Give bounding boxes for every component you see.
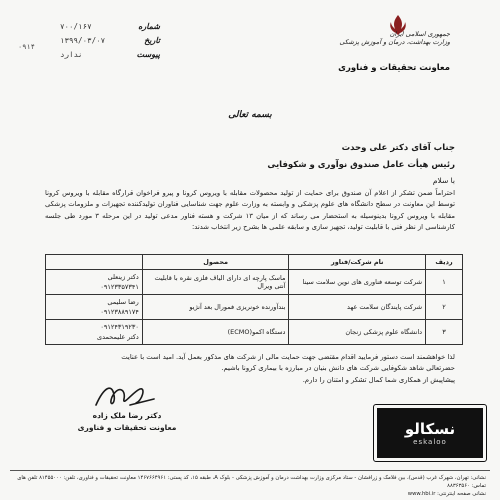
- letter-meta: [60, 20, 160, 62]
- product-name: ماسک پارچه ای دارای الیاف فلزی نقره با قابلیت آنتی ویرال: [142, 270, 289, 295]
- footer-line: نشانی: تهران، شهرک غرب (قدس)، بین فلامک و زرافشان - ستاد مرکزی وزارت بهداشت درمان و آموزش پزشکی - بلوک A، طبقه ۱۵، کد پستی: ۱۴۶۷۶۶۴۹۶۱ معاونت تحقیقات و فناوری، تلفن: ۸۱۴۵۵۰۰۰ تلفن های تماس: ۸۸۳۶۳۵۶۰: [17, 475, 486, 489]
- col-product: محصول: [142, 255, 289, 270]
- recipient: [95, 140, 455, 174]
- signer-title: معاونت تحقیقات و فناوری: [77, 423, 177, 432]
- date-value: ۱۳۹۹/۰۳/۰۷: [60, 36, 106, 45]
- recipient-title: رئیس هیأت عامل صندوق نوآوری و شکوفایی: [267, 160, 455, 170]
- brand-sub-text: eskaloo: [413, 438, 447, 446]
- contact-cell: [46, 295, 143, 320]
- bismillah: بسمه تعالی: [228, 110, 272, 120]
- row-number: ۳: [426, 320, 463, 345]
- letter-body: احتراماً ضمن تشکر از اعلام آن صندوق برای حمایت از تولید محصولات مقابله با ویروس کرونا و پیرو فراخوان قرارگاه مقابله با ویروس کرونا توسط این معاونت در سطح دانشگاه های علوم پزشکی و وابسته به وزارت علوم جهت شناسایی فناوران تولیدکننده تجهیزات و ملزومات پزشکی مقابله با ویروس کرونا بدینوسیله به استحضار می رساند که از میان ۱۳ شرکت و هسته فناور مدعی تولید در این مرحله ۳ مورد طی جلسه کارشناسی از نظر فنی با قابلیت تولید، تجهیز سازی و سابقه علمی ها بشرح زیر انتخاب شدند:: [45, 189, 455, 232]
- company-name: شرکت پایندگان سلامت عهد: [289, 295, 426, 320]
- brand-main-text: نسکالو: [404, 420, 456, 438]
- footer-website: نشانی صفحه اینترنتی: www.hbi.ir: [407, 491, 486, 497]
- contact-cell: [46, 320, 143, 345]
- contact-line: ۰۹۱۲۳۸۸۹۱۷۴: [100, 308, 139, 316]
- meta-number: [60, 20, 160, 34]
- number-label: شماره: [138, 22, 160, 31]
- brand-logo: [374, 405, 486, 461]
- closing-line: پیشاپیش از همکاری شما کمال تشکر و امتنان را دارم.: [302, 375, 455, 384]
- company-name: شرکت توسعه فناوری های نوین سلامت سینا: [289, 270, 426, 295]
- date-label: تاریخ: [144, 36, 160, 45]
- serial-number: ۰۹۱۴: [18, 43, 35, 51]
- meta-date: [60, 34, 160, 48]
- ministry-line: وزارت بهداشت، درمان و آموزش پزشکی: [339, 38, 450, 46]
- closing-line: لذا خواهشمند است دستور فرمایید اقدام مقتضی جهت حمایت مالی از شرکت های مذکور بعمل آید. امید است با عنایت: [121, 353, 455, 361]
- table-header-row: [46, 255, 463, 270]
- footer-address: [14, 474, 486, 498]
- footer-divider: [10, 470, 490, 471]
- row-number: ۱: [426, 270, 463, 295]
- signature-icon: [90, 375, 160, 415]
- table-row: [46, 295, 463, 320]
- row-number: ۲: [426, 295, 463, 320]
- meta-attachment: [60, 48, 160, 62]
- table-row: [46, 320, 463, 345]
- signer-block: [62, 410, 192, 434]
- col-row-number: ردیف: [426, 255, 463, 270]
- ministry-name: [300, 30, 450, 46]
- contact-line: رضا سلیمی: [107, 298, 139, 306]
- number-value: ۷۰۰/۱۶۷: [60, 22, 92, 31]
- contact-line: دکتر زینعلی: [107, 273, 139, 281]
- contact-line: دکتر علیمحمدی: [97, 333, 139, 341]
- product-name: دستگاه اکمو(ECMO): [142, 320, 289, 345]
- companies-table: [45, 254, 463, 345]
- contact-line: ۰۹۱۲۳۳۵۷۳۴۱: [100, 283, 139, 291]
- attachment-label: پیوست: [136, 50, 160, 59]
- attachment-value: ندارد: [60, 50, 83, 59]
- deputy-title: معاونت تحقیقات و فناوری: [338, 63, 450, 73]
- company-name: دانشگاه علوم پزشکی زنجان: [289, 320, 426, 345]
- ministry-line: جمهوری اسلامی ایران: [389, 30, 450, 38]
- closing-line: حضرتعالی شاهد شکوفایی شرکت های دانش بنیان در مبارزه با بیماری کرونا باشیم.: [221, 364, 455, 373]
- col-company: نام شرکت/فناور: [289, 255, 426, 270]
- contact-line: ۰۹۱۲۴۳۱۹۲۳۰: [100, 323, 139, 331]
- col-contact: [46, 255, 143, 270]
- contact-cell: [46, 270, 143, 295]
- signer-name: دکتر رضا ملک زاده: [92, 411, 162, 420]
- table-row: [46, 270, 463, 295]
- product-name: بندآورنده خونریزی فمورال بعد آنژیو: [142, 295, 289, 320]
- salutation: با سلام: [432, 176, 455, 185]
- recipient-name: جناب آقای دکتر علی وحدت: [341, 143, 455, 153]
